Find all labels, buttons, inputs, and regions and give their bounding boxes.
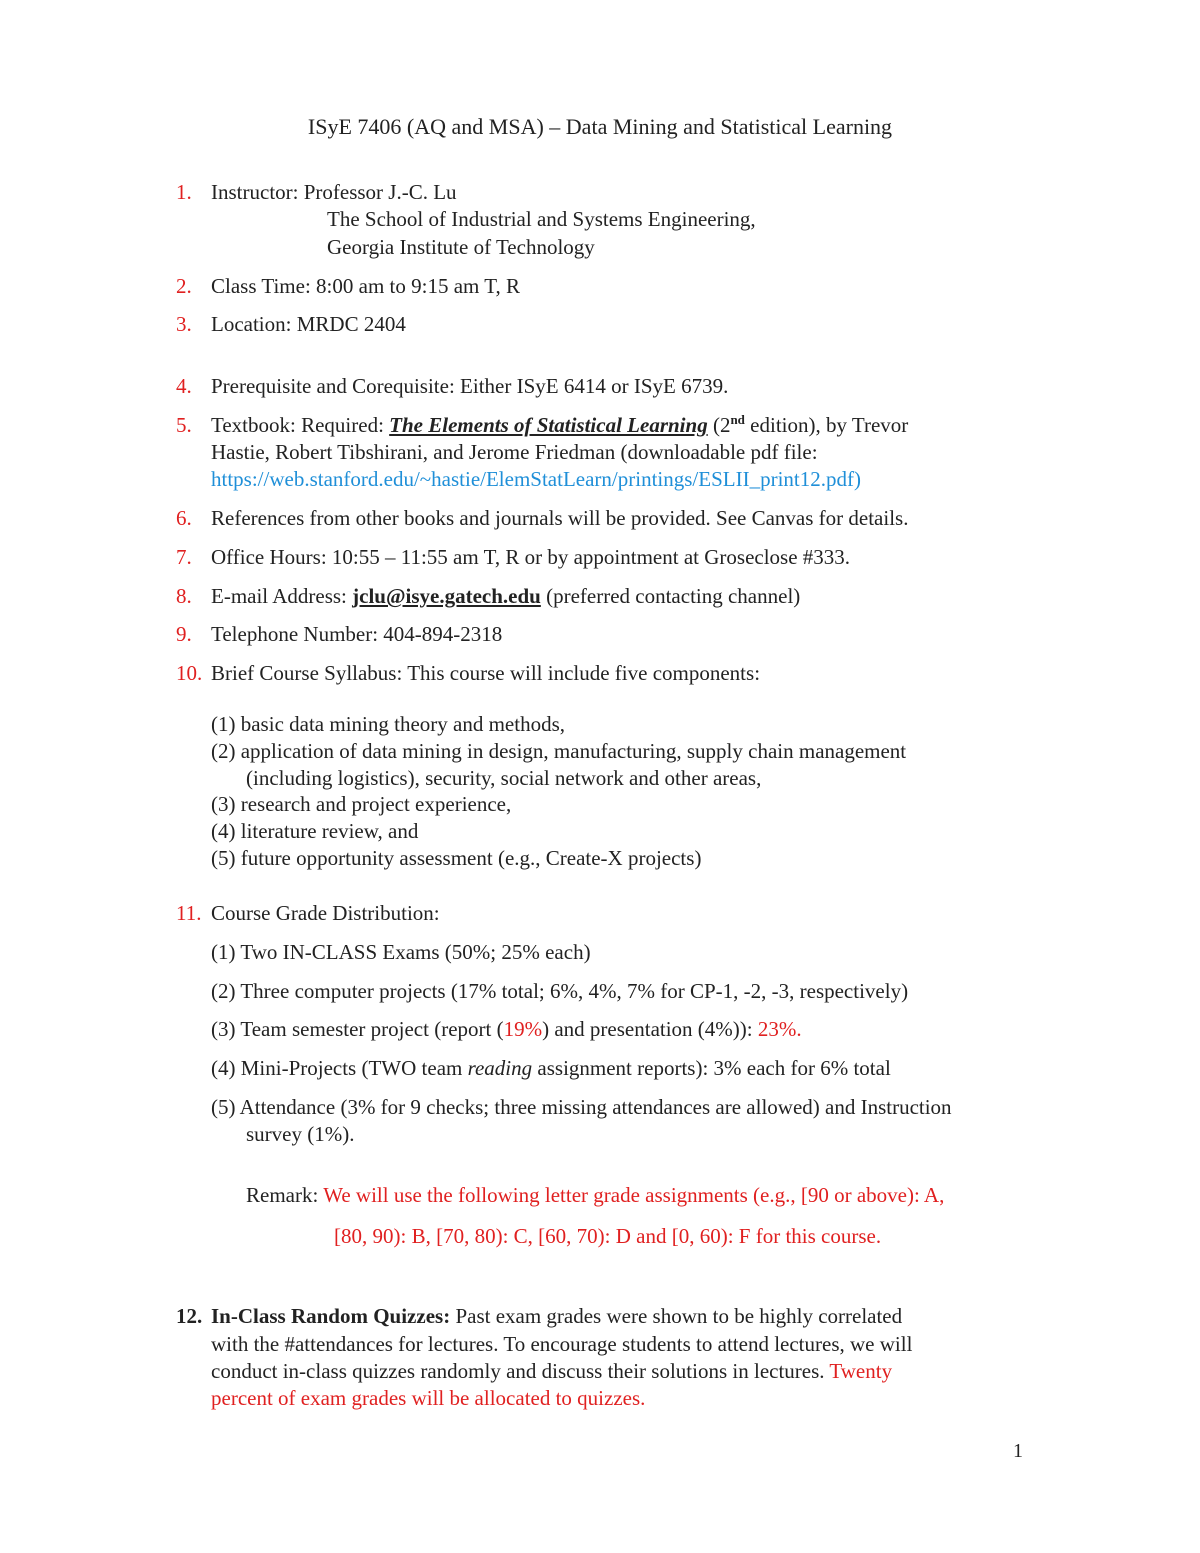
item-number: 5.	[176, 413, 192, 437]
remark-text-continued: [80, 90): B, [70, 80): C, [60, 70): D and [0, 60): F for this course.	[334, 1224, 882, 1248]
grade-mini-projects	[211, 1055, 891, 1082]
item-number: 2.	[176, 274, 192, 298]
email-link[interactable]: jclu@isye.gatech.edu	[352, 584, 541, 608]
item-number: 9.	[176, 622, 192, 646]
item-grade-distribution	[176, 900, 440, 927]
syllabus-component: (5) future opportunity assessment (e.g., Create-X projects)	[211, 846, 702, 870]
quizzes-text: Past exam grades were shown to be highly correlated	[450, 1304, 903, 1328]
item-number: 3.	[176, 312, 192, 336]
remark-text: We will use the following letter grade assignments (e.g., [90 or above): A,	[323, 1183, 945, 1207]
item-syllabus	[176, 660, 760, 687]
location-text: Location: MRDC 2404	[211, 312, 406, 336]
item-number: 10.	[176, 661, 203, 685]
item-number: 12.	[176, 1304, 203, 1328]
email-prefix: E-mail Address:	[211, 584, 353, 608]
textbook-edition-open: (2	[707, 413, 731, 437]
item-references	[176, 505, 908, 532]
item-number: 7.	[176, 545, 192, 569]
quizzes-text-line: with the #attendances for lectures. To encourage students to attend lectures, we will	[211, 1332, 913, 1356]
syllabus-component: (4) literature review, and	[211, 819, 419, 843]
mini-projects-part: (4) Mini-Projects (TWO team	[211, 1056, 468, 1080]
document-title: ISyE 7406 (AQ and MSA) – Data Mining and Statistical Learning	[307, 114, 893, 139]
item-telephone	[176, 621, 502, 648]
item-class-time	[176, 273, 520, 300]
grade-remark	[246, 1182, 944, 1209]
item-number: 8.	[176, 584, 192, 608]
team-project-part: ) and presentation (4%)):	[542, 1017, 758, 1041]
grade-computer-projects: (2) Three computer projects (17% total; 6%, 4%, 7% for CP-1, -2, -3, respectively)	[211, 979, 909, 1003]
syllabus-component-continued: (including logistics), security, social network and other areas,	[246, 766, 762, 790]
quizzes-highlight-line: percent of exam grades will be allocated to quizzes.	[211, 1386, 646, 1410]
grade-team-project	[211, 1016, 802, 1043]
grade-distribution-text: Course Grade Distribution:	[211, 901, 440, 925]
item-number: 11.	[176, 901, 202, 925]
textbook-prefix: Textbook: Required:	[211, 413, 390, 437]
syllabus-text: Brief Course Syllabus: This course will include five components:	[211, 661, 761, 685]
item-number: 1.	[176, 180, 192, 204]
mini-projects-part: assignment reports): 3% each for 6% total	[532, 1056, 891, 1080]
quizzes-text-part: conduct in-class quizzes randomly and discuss their solutions in lectures.	[211, 1359, 830, 1383]
grade-exams: (1) Two IN-CLASS Exams (50%; 25% each)	[211, 940, 591, 964]
team-project-report-pct: 19%	[503, 1017, 543, 1041]
grade-attendance: (5) Attendance (3% for 9 checks; three missing attendances are allowed) and Instruction	[211, 1095, 952, 1119]
mini-projects-reading: reading	[467, 1056, 533, 1080]
office-hours-text: Office Hours: 10:55 – 11:55 am T, R or by appointment at Groseclose #333.	[211, 545, 851, 569]
instructor-institute: Georgia Institute of Technology	[327, 235, 595, 259]
quizzes-highlight: Twenty	[829, 1359, 893, 1383]
item-textbook	[176, 412, 908, 439]
item-email	[176, 583, 800, 610]
remark-label: Remark:	[246, 1183, 324, 1207]
textbook-authors: Hastie, Robert Tibshirani, and Jerome Friedman (downloadable pdf file:	[211, 440, 818, 464]
item-number: 4.	[176, 374, 192, 398]
quizzes-heading: In-Class Random Quizzes:	[211, 1304, 451, 1328]
grade-attendance-continued: survey (1%).	[246, 1122, 355, 1146]
telephone-text: Telephone Number: 404-894-2318	[211, 622, 503, 646]
textbook-edition-sup: nd	[730, 412, 745, 427]
item-instructor	[176, 179, 457, 206]
item-prerequisite	[176, 373, 728, 400]
item-location	[176, 311, 406, 338]
textbook-edition-close: edition), by Trevor	[744, 413, 909, 437]
item-office-hours	[176, 544, 850, 571]
email-suffix: (preferred contacting channel)	[540, 584, 801, 608]
item-number: 6.	[176, 506, 192, 530]
references-text: References from other books and journals will be provided. See Canvas for details.	[211, 506, 909, 530]
textbook-pdf-link[interactable]: https://web.stanford.edu/~hastie/ElemStatLearn/printings/ESLII_print12.pdf)	[211, 467, 861, 491]
instructor-label: Instructor: Professor J.-C. Lu	[211, 180, 457, 204]
quizzes-text-line	[211, 1358, 892, 1385]
page-number: 1	[1013, 1440, 1023, 1462]
item-quizzes	[176, 1303, 902, 1330]
team-project-total: 23%.	[757, 1017, 802, 1041]
instructor-dept: The School of Industrial and Systems Engineering,	[327, 207, 756, 231]
syllabus-component: (3) research and project experience,	[211, 792, 512, 816]
syllabus-component: (1) basic data mining theory and methods,	[211, 712, 565, 736]
syllabus-component: (2) application of data mining in design, manufacturing, supply chain management	[211, 739, 907, 763]
team-project-part: (3) Team semester project (report (	[211, 1017, 504, 1041]
textbook-title: The Elements of Statistical Learning	[389, 413, 708, 437]
class-time-text: Class Time: 8:00 am to 9:15 am T, R	[211, 274, 521, 298]
prerequisite-text: Prerequisite and Corequisite: Either ISyE 6414 or ISyE 6739.	[211, 374, 729, 398]
